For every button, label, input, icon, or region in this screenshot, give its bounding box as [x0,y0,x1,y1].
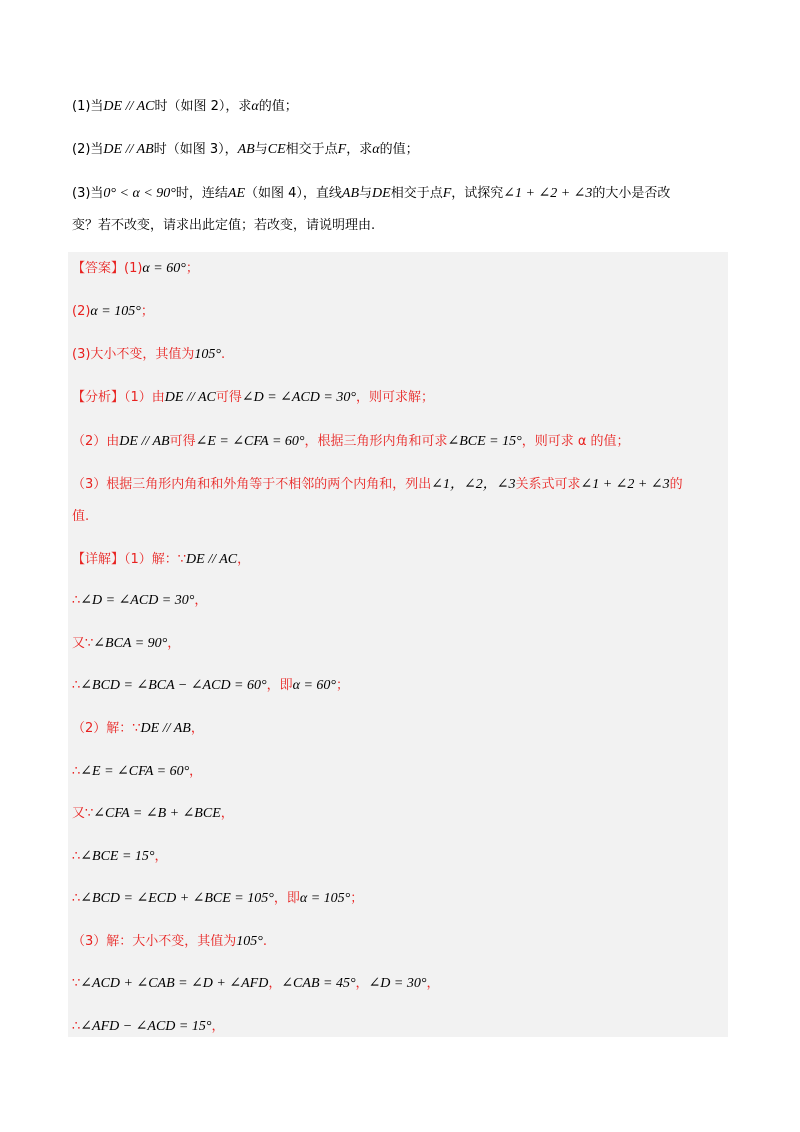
analysis-3 [72,476,683,494]
detail-10 [72,933,267,951]
math: F [442,186,452,201]
text: ∴ [72,678,81,693]
math: ∠1 + ∠2 + ∠3 [503,186,593,201]
text: ，试探究 [451,186,504,201]
math: α = 60° [292,678,337,693]
text: ， [211,1019,225,1034]
text: . [221,347,226,362]
math: 0° < α < 90° [103,186,176,201]
text: （如图 4），直线 [245,186,342,201]
math: ∠D = ∠ACD = 30° [241,390,356,405]
text: ， [190,721,204,736]
answer-2 [72,303,154,321]
text: (3)当 [72,186,104,201]
detail-3 [72,635,180,653]
math: α [251,99,259,114]
math: ∠ACD + ∠CAB = ∠D + ∠AFD [80,976,269,991]
analysis-1 [72,389,434,407]
text: 与 [254,142,268,157]
math: ∠CAB = 45° [281,976,356,991]
math: ∠1 + ∠2 + ∠3 [580,477,670,492]
question-part-3-line-1 [72,185,670,203]
text: （2）由 [72,434,120,449]
math: ∠AFD − ∠ACD = 15° [80,1019,212,1034]
math: DE // AC [186,552,238,567]
math: ∠BCE = 15° [80,849,155,864]
text: 与 [359,186,373,201]
text: ； [140,304,154,319]
text: ， [355,976,369,991]
text: ，则可求 α 的值； [521,434,630,449]
text: ； [185,261,199,276]
text: 又∵ [72,636,94,651]
math: α [372,142,380,157]
question-part-3-line-2: 变？若不改变，请求出此定值；若改变，请说明理由. [72,218,376,233]
analysis-4: 值. [72,509,90,524]
math: ∠BCD = ∠ECD + ∠BCE = 105° [80,891,274,906]
text: ； [350,891,364,906]
math: ∠E = ∠CFA = 60° [80,764,190,779]
text: 可得 [169,434,196,449]
math: ∠BCD = ∠BCA − ∠ACD = 60° [80,678,267,693]
text: 时（如图 3）， [153,142,238,157]
detail-9 [72,890,363,908]
math: DE [372,186,391,201]
math: DE // AC [103,99,155,114]
text: . [262,934,268,949]
text: 时（如图 2），求 [154,99,252,114]
math: ∠D = ∠ACD = 30° [80,593,195,608]
question-part-1 [72,98,298,116]
text: （3）根据三角形内角和和外角等于不相邻的两个内角和，列出 [72,477,432,492]
text: 又∵ [72,806,94,821]
text: ，则可求解； [355,390,434,405]
text: ， [189,764,203,779]
math: AE [227,186,245,201]
text: ， [237,552,251,567]
math: α = 60° [142,261,186,276]
math: ∠BCA = 90° [93,636,168,651]
text: ， [154,849,168,864]
text: ， [426,976,440,991]
text: 可得 [215,390,242,405]
math: ∠E = ∠CFA = 60° [195,434,305,449]
math: ∠CFA = ∠B + ∠BCE [93,806,221,821]
math: F [337,142,347,157]
text: ， [268,976,282,991]
text: ，即 [266,678,293,693]
text: ∴ [72,849,81,864]
text: 的值； [258,99,298,114]
text: 关系式可求 [515,477,581,492]
text: ∴ [72,593,81,608]
math: AB [341,186,360,201]
text: ，即 [273,891,300,906]
answer-1 [72,260,199,278]
math: 105° [194,347,222,362]
math: 105° [236,934,263,949]
detail-8 [72,848,168,866]
analysis-2 [72,433,630,451]
detail-5 [72,720,204,738]
text: (2) [72,304,91,319]
text: （2）解：∵ [72,721,141,736]
text: 【分析】（1）由 [72,390,165,405]
text: ， [167,636,181,651]
question-part-2 [72,141,419,159]
math: CE [267,142,286,157]
math: DE // AB [119,434,170,449]
text: 相交于点 [285,142,338,157]
detail-7 [72,805,234,823]
text: ∴ [72,891,81,906]
text: 【详解】（1）解：∵ [72,552,187,567]
math: DE // AB [103,142,154,157]
detail-11 [72,975,439,993]
text: ，求 [346,142,373,157]
text: 的 [669,477,683,492]
text: 的值； [379,142,419,157]
text: （3）解：大小不变，其值为 [72,934,237,949]
detail-1 [72,551,250,569]
text: ∴ [72,1019,81,1034]
text: (1)当 [72,99,104,114]
text: 的大小是否改 [592,186,671,201]
text: ， [194,593,208,608]
math: DE // AC [164,390,216,405]
math: ∠D = 30° [368,976,427,991]
text: 【答案】(1) [72,261,143,276]
text: ∵ [72,976,81,991]
answer-3 [72,346,225,364]
text: ； [336,678,350,693]
detail-12 [72,1018,224,1036]
math: AB [237,142,255,157]
detail-6 [72,763,202,781]
text: ，根据三角形内角和可求 [304,434,448,449]
detail-4 [72,677,349,695]
detail-2 [72,592,207,610]
math: α = 105° [299,891,351,906]
text: ， [220,806,234,821]
text: 时，连结 [175,186,228,201]
math: ∠BCE = 15° [447,434,522,449]
math: ∠1，∠2，∠3 [431,477,516,492]
text: (3)大小不变，其值为 [72,347,195,362]
text: (2)当 [72,142,104,157]
math: DE // AB [140,721,191,736]
text: ∴ [72,764,81,779]
text: 相交于点 [390,186,443,201]
math: α = 105° [90,304,141,319]
